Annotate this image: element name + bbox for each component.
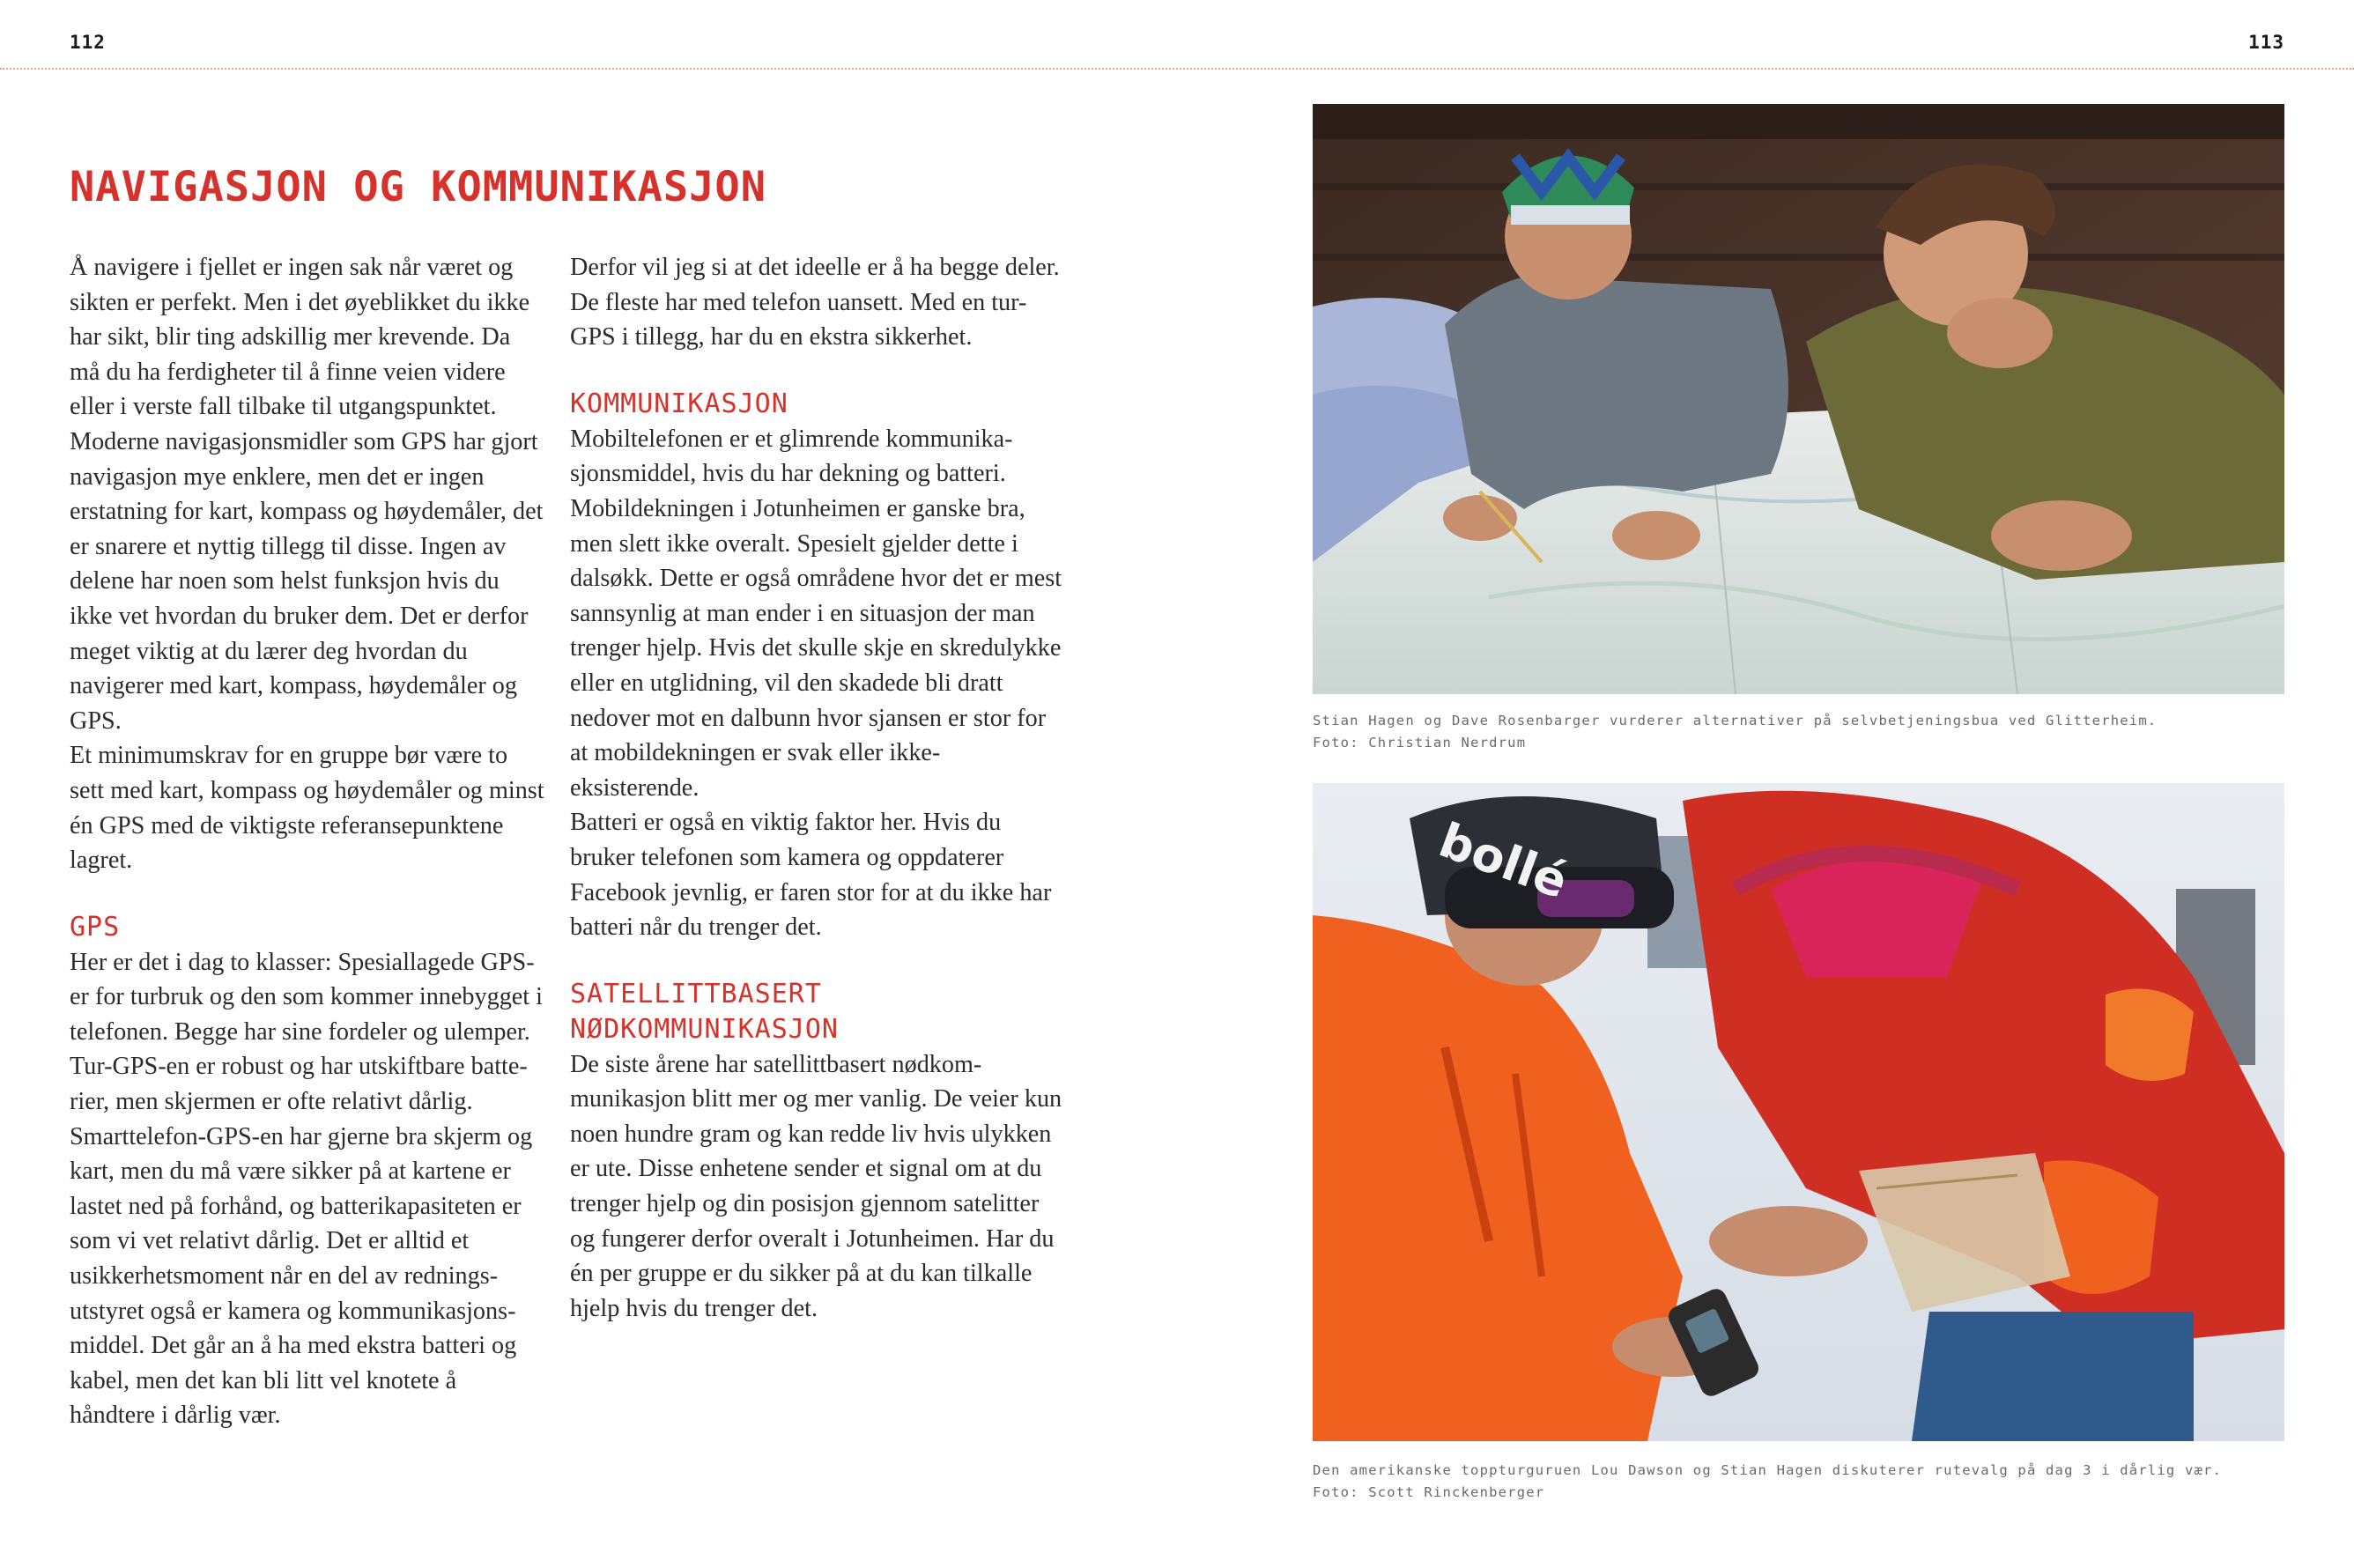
- article-title: NAVIGASJON OG KOMMUNIKASJON: [70, 163, 767, 211]
- body-paragraph: Moderne navigasjonsmidler som GPS har gjort navigasjon mye enklere, men det er ingen erstatning for kart, kompass og høydemåler, det er snarere et nyttig tillegg til disse. Ingen av delene har noen som helst funksjon hvis du ikke vet hvordan du bruker dem. Det er derfor meget viktig at du lærer deg hvordan du navigerer med kart, kompass, høydemåler og GPS.: [70, 427, 544, 735]
- body-paragraph: Her er det i dag to klasser: Spesiallagede GPS-er for turbruk og den som kommer innebygget i telefonen. Begge har sine fordeler og ulemper.: [70, 948, 544, 1046]
- body-paragraph: De siste årene har satellittbasert nødkommunikasjon blitt mer og mer vanlig. De veier kun noen hundre gram og kan redde liv hvis ulykken er ute. Disse enhetene sender et signal om at du trenger hjelp og din posisjon gjennom satelitter og fungerer derfor overalt i Jotunheimen. Har du én per gruppe er du sikker på at du kan tilkalle hjelp hvis du trenger det.: [570, 1050, 1062, 1322]
- heading-line: SATELLITTBASERT: [570, 978, 822, 1010]
- body-paragraph: Å navigere i fjellet er ingen sak når været og sikten er perfekt. Men i det øyeblikket du ikke har sikt, blir ting adskillig mer krevende. Da må du ha ferdigheter til å finne veien videre eller i verste fall tilbake til utgangspunktet.: [70, 254, 530, 421]
- text-column-right: [570, 250, 1063, 1326]
- photo-credit: Foto: Christian Nerdrum: [1313, 735, 1527, 751]
- photo-credit: Foto: Scott Rinckenberger: [1313, 1484, 1545, 1500]
- body-paragraph: Mobiltelefonen er et glimrende kommunikasjonsmiddel, hvis du har dekning og batteri. Mobildekningen i Jotunheimen er ganske bra, men slett ikke overalt. Spesielt gjelder dette i dalsøkk. Dette er også områdene hvor det er mest sannsynlig at man ender i en situasjon der man trenger hjelp. Hvis det skulle skje en skredulykke eller en utglidning, vil den skadede bli dratt nedover mot en dalbunn hvor sjansen er stor for at mobildekningen er svak eller ikke-eksisterende.: [570, 425, 1062, 802]
- page-number-right: 113: [2248, 32, 2284, 53]
- body-paragraph: Et minimumskrav for en gruppe bør være to sett med kart, kompass og høydemåler og minst én GPS med de viktigste referansepunktene lagret.: [70, 742, 544, 875]
- text-column-left: [70, 250, 545, 1433]
- header-dotted-rule: [0, 68, 2354, 70]
- body-paragraph: Derfor vil jeg si at det ideelle er å ha begge deler. De fleste har med telefon uansett. Med en tur-GPS i tillegg, har du en ekstra sikkerhet.: [570, 254, 1060, 351]
- section-heading-satellitt: [570, 977, 1063, 1047]
- section-heading-kommunikasjon: KOMMUNIKASJON: [570, 388, 788, 419]
- photo-caption-2: [1313, 1460, 2291, 1504]
- photo-caption-1: [1313, 710, 2291, 754]
- photo-gps-discussion: [1313, 783, 2284, 1441]
- caption-text: Den amerikanske toppturguruen Lou Dawson og Stian Hagen diskuterer rutevalg på dag 3 i dårlig vær.: [1313, 1462, 2223, 1478]
- page-number-left: 112: [70, 32, 106, 53]
- photo-map-reading-illustration: [1313, 104, 2284, 694]
- body-paragraph: Batteri er også en viktig faktor her. Hvis du bruker telefonen som kamera og oppdaterer Facebook jevnlig, er faren stor for at du ikke har batteri når du trenger det.: [570, 809, 1052, 942]
- photo-gps-discussion-illustration: [1313, 783, 2284, 1441]
- body-paragraph: Tur-GPS-en er robust og har utskiftbare batterier, men skjermen er ofte relativt dårlig. Smarttelefon-GPS-en har gjerne bra skjerm og kart, men du må være sikker på at kartene er lastet ned på forhånd, og batterikapasiteten er som vi vet relativt dårlig. Det er alltid et usikkerhetsmoment når en del av redningsutstyret også er kamera og kommunikasjonsmiddel. Det går an å ha med ekstra batteri og kabel, men det kan bli litt vel knotete å håndtere i dårlig vær.: [70, 1053, 533, 1430]
- section-heading-gps: GPS: [70, 911, 121, 943]
- heading-line: NØDKOMMUNIKASJON: [570, 1013, 839, 1045]
- goggle-brand-logo: bollé: [1432, 812, 1575, 910]
- photo-map-reading: [1313, 104, 2284, 694]
- caption-text: Stian Hagen og Dave Rosenbarger vurderer alternativer på selvbetjeningsbua ved Glitterheim.: [1313, 713, 2158, 729]
